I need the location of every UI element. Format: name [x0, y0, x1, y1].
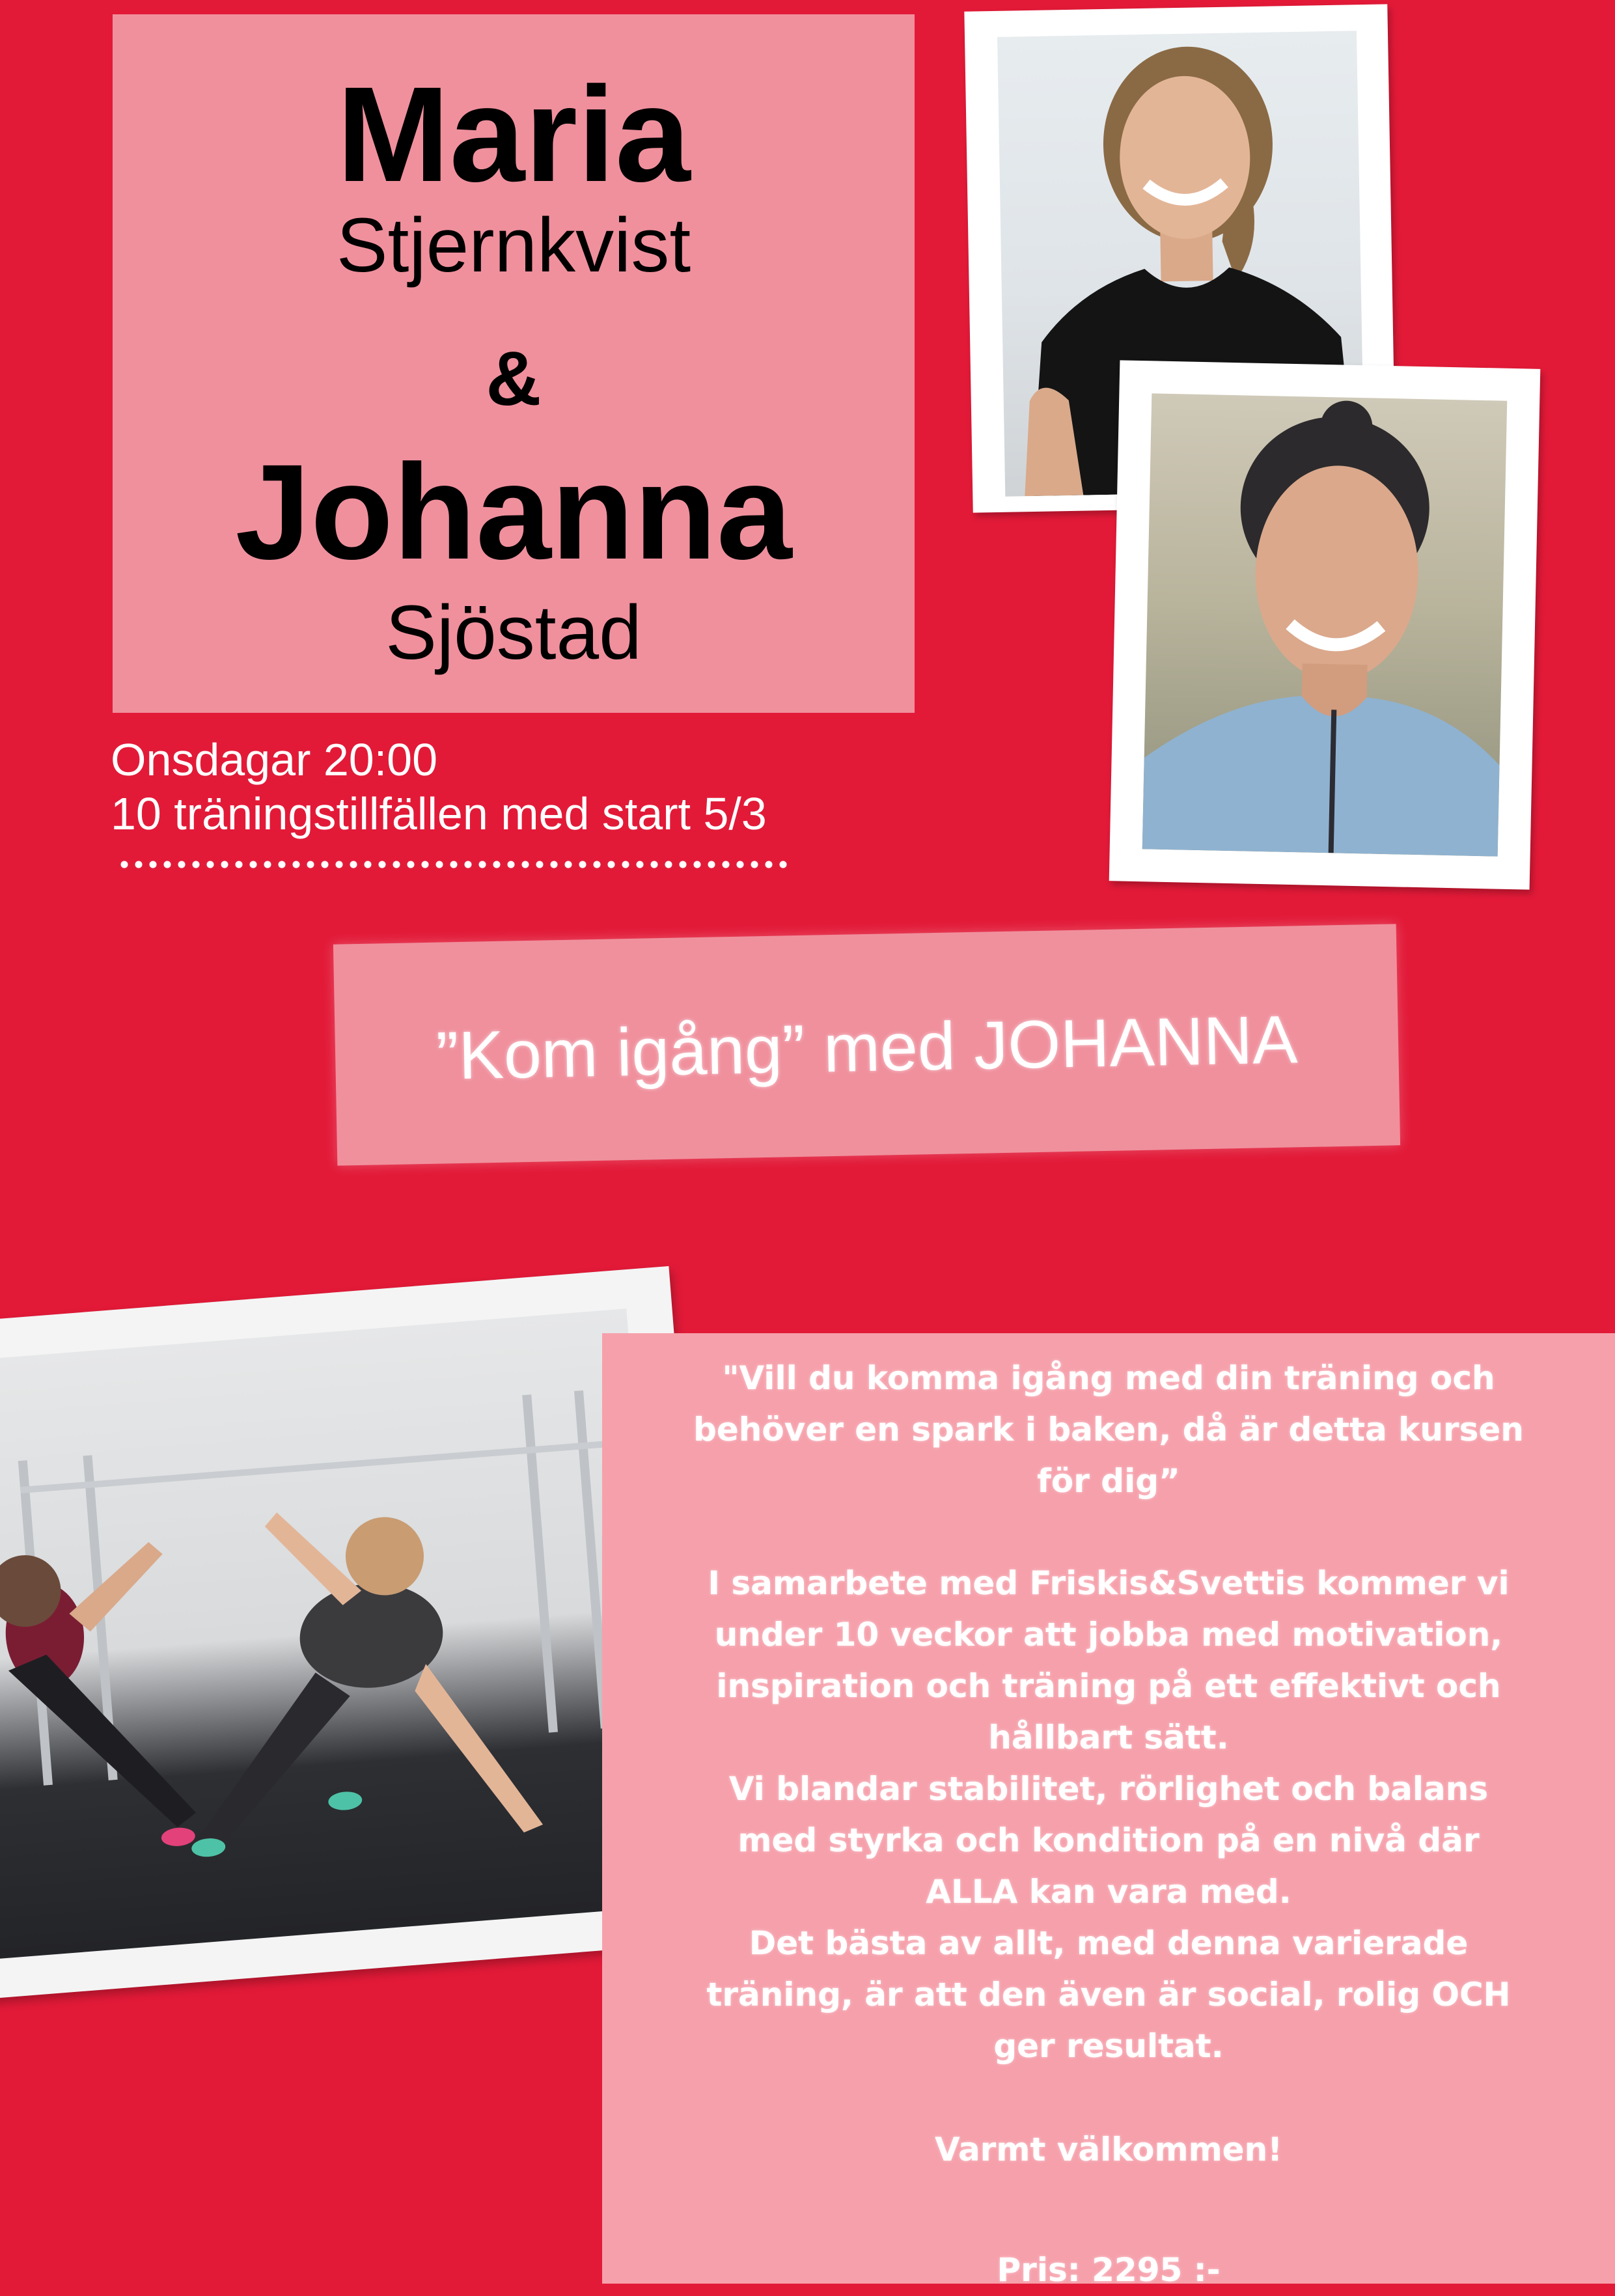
- schedule-sessions: 10 träningstillfällen med start 5/3: [111, 788, 767, 839]
- course-title: ”Kom igång” med JOHANNA: [435, 1002, 1299, 1094]
- schedule-day-time: Onsdagar 20:00: [111, 734, 438, 785]
- description-panel: [602, 1333, 1615, 2289]
- course-title-banner: [333, 924, 1400, 1165]
- instructor-1-first-name: Maria: [337, 59, 691, 210]
- ampersand: &: [486, 336, 542, 422]
- description-body: [602, 1558, 1615, 2072]
- body-line: inspiration och träning på ett effektivt och: [716, 1667, 1501, 1705]
- photo-johanna: [1109, 360, 1541, 889]
- quote-line: behöver en spark i baken, då är detta kursen: [693, 1411, 1524, 1448]
- training-image: [0, 1308, 673, 1959]
- instructor-1-last-name: Stjernkvist: [336, 202, 691, 288]
- body-line: med styrka och kondition på en nivå där: [738, 1821, 1480, 1859]
- instructor-2-first-name: Johanna: [235, 437, 792, 588]
- body-line: ger resultat.: [993, 2027, 1224, 2065]
- quote-line: för dig”: [1037, 1462, 1180, 1500]
- body-line: Vi blandar stabilitet, rörlighet och balans: [728, 1770, 1489, 1808]
- title-box: [113, 14, 915, 713]
- description-quote: [602, 1353, 1615, 1507]
- instructor-2-last-name: Sjöstad: [385, 590, 642, 676]
- body-line: träning, är att den även är social, rolig OCH: [706, 1976, 1511, 2013]
- body-line: Det bästa av allt, med denna varierade: [749, 1924, 1469, 1962]
- body-line: under 10 veckor att jobba med motivation,: [714, 1616, 1503, 1653]
- quote-line: "Vill du komma igång med din träning och: [722, 1359, 1495, 1397]
- welcome-text: Varmt välkommen!: [934, 2131, 1282, 2168]
- portrait-image-johanna: [1142, 393, 1508, 856]
- price-text: Pris: 2295 :-: [997, 2251, 1221, 2289]
- body-line: hållbart sätt.: [988, 1719, 1229, 1756]
- body-line: ALLA kan vara med.: [926, 1873, 1291, 1911]
- body-line: I samarbete med Friskis&Svettis kommer vi: [708, 1564, 1510, 1602]
- dotted-divider: [117, 858, 788, 871]
